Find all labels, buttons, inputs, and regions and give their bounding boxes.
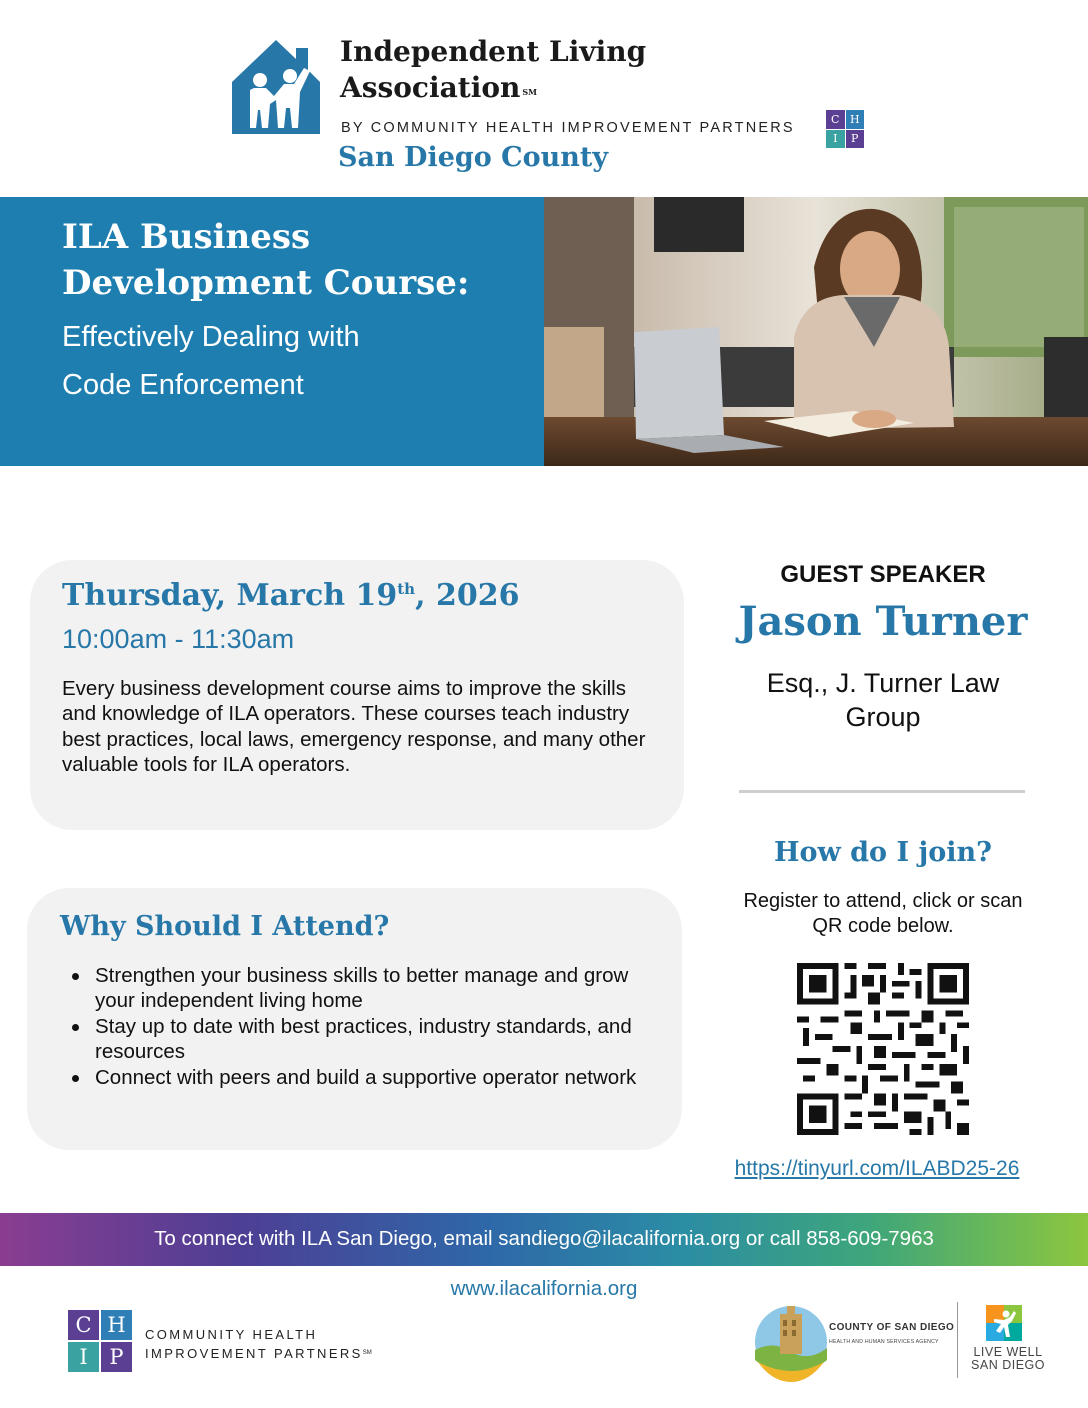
course-subtitle-line2: Code Enforcement	[62, 369, 304, 401]
event-date-prefix: Thursday, March 19	[62, 578, 398, 613]
county-logo-name: COUNTY OF SAN DIEGO	[829, 1322, 955, 1333]
live-well-line2: SAN DIEGO	[971, 1358, 1045, 1372]
course-subtitle-line1: Effectively Dealing with	[62, 321, 360, 353]
contact-text: To connect with ILA San Diego, email sandiego@ilacalifornia.org or call 858-609-7963	[154, 1227, 934, 1250]
org-tagline: BY COMMUNITY HEALTH IMPROVEMENT PARTNERS	[341, 120, 795, 136]
service-mark: SM	[522, 87, 537, 97]
chip-letter: I	[68, 1342, 99, 1372]
list-item: Stay up to date with best practices, industry standards, and resources	[95, 1014, 655, 1065]
event-description: Every business development course aims to improve the skills and knowledge of ILA operators. These courses teach industry best practices, local laws, emergency response, and many other valuable tools for ILA operators.	[62, 677, 646, 777]
chip-letter: I	[826, 130, 845, 149]
org-name	[340, 34, 646, 106]
event-date-suffix: th	[397, 580, 416, 598]
list-item: Connect with peers and build a supportive operator network	[95, 1065, 655, 1090]
guest-speaker-org-line1: Esq., J. Turner Law	[766, 668, 1000, 698]
list-item: Strengthen your business skills to better manage and grow your independent living home	[95, 963, 655, 1014]
event-time: 10:00am - 11:30am	[62, 624, 295, 654]
join-title: How do I join?	[774, 837, 992, 868]
live-well-text	[967, 1346, 1049, 1372]
chip-logo-text-line1: COMMUNITY HEALTH	[145, 1327, 318, 1342]
chip-logo-text	[145, 1325, 372, 1363]
org-name-line2: Association	[340, 71, 521, 104]
why-attend-title: Why Should I Attend?	[60, 911, 390, 942]
course-title-line2: Development Course:	[62, 263, 470, 303]
live-well-logo-icon	[986, 1305, 1022, 1341]
join-instructions-line1: Register to attend, click or scan	[743, 890, 1023, 912]
county-title: San Diego County	[338, 142, 609, 173]
county-logo-subtitle: HEALTH AND HUMAN SERVICES AGENCY	[829, 1339, 939, 1345]
county-seal-icon	[754, 1300, 828, 1384]
chip-letter: C	[68, 1310, 99, 1340]
event-date-year: , 2026	[415, 578, 520, 613]
guest-speaker-org-line2: Group	[845, 702, 921, 732]
chip-logo	[68, 1310, 132, 1372]
chip-letter: H	[101, 1310, 132, 1340]
hero-photo-woman-laptop	[544, 197, 1088, 466]
live-well-line1: LIVE WELL	[973, 1345, 1043, 1359]
event-date	[62, 578, 519, 613]
house-family-logo-icon	[230, 38, 322, 136]
registration-link[interactable]: https://tinyurl.com/ILABD25-26	[734, 1157, 1020, 1180]
course-title	[62, 214, 532, 306]
join-instructions-line2: QR code below.	[812, 915, 954, 937]
guest-speaker-name: Jason Turner	[738, 598, 1028, 645]
chip-logo-small	[826, 110, 864, 148]
logo-separator	[957, 1302, 958, 1378]
why-attend-list	[95, 963, 655, 1090]
guest-speaker-org	[740, 666, 1026, 734]
join-instructions	[705, 889, 1061, 939]
chip-letter: P	[101, 1342, 132, 1372]
chip-letter: P	[846, 130, 865, 149]
chip-letter: H	[846, 110, 865, 129]
guest-speaker-label: GUEST SPEAKER	[780, 561, 986, 588]
chip-service-mark: SM	[362, 1350, 372, 1356]
section-divider	[739, 790, 1025, 793]
org-name-line1: Independent Living	[340, 35, 647, 68]
course-subtitle	[62, 313, 532, 409]
website-link[interactable]: www.ilacalifornia.org	[450, 1277, 638, 1300]
chip-letter: C	[826, 110, 845, 129]
chip-logo-text-line2: IMPROVEMENT PARTNERS	[145, 1346, 363, 1361]
course-title-line1: ILA Business	[62, 217, 311, 257]
registration-qr-code-icon[interactable]	[797, 963, 969, 1135]
